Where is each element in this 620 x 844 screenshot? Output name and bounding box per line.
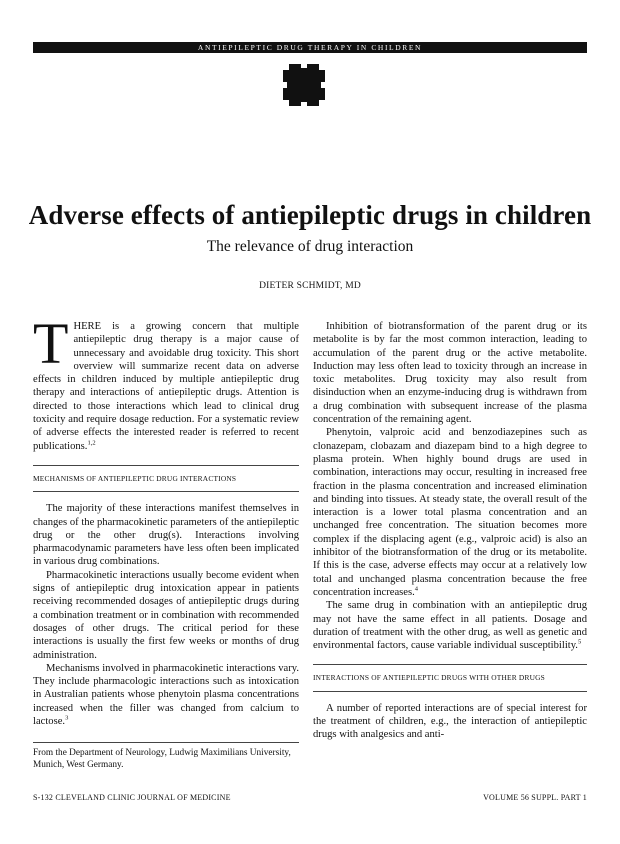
author-byline: DIETER SCHMIDT, MD xyxy=(259,281,361,291)
section-heading-mechanisms: MECHANISMS OF ANTIEPILEPTIC DRUG INTERACTIONS xyxy=(33,465,299,492)
reference: 3 xyxy=(65,714,69,722)
paragraph xyxy=(33,662,299,728)
footer-volume: VOLUME 56 SUPPL. PART 1 xyxy=(483,793,587,802)
intro-reference: 1,2 xyxy=(87,439,96,447)
paragraph xyxy=(313,599,587,652)
left-column xyxy=(33,311,299,771)
intro-text: HERE is a growing concern that multiple antiepileptic drug therapy is a major cause of unnecessary and avoidable drug toxicity. This short overview will summarize recent data on adverse effects in children induced by multiple antiepileptic drug therapy and interactions of antiepileptic drugs. Attention is directed to those interactions which lead to clinical drug toxicity and require dosage reduction. For a systematic review of adverse effects the interested reader is referred to recent publications. xyxy=(33,321,299,452)
article-title: Adverse effects of antiepileptic drugs in children xyxy=(28,200,592,230)
paragraph-text: Phenytoin, valproic acid and benzodiazepines such as clonazepam, clobazam and diazepam bind to a high degree to plasma protein. When highly bound drugs are used in combination, interactions may occur, resulting in increased free fraction in the plasma concentration and increased elimination and binding into tissues. At steady state, the overall result of the interaction is a lower total plasma concentration and an unchanged free concentration. The situation becomes more complex if the displacing agent (e.g., valproic acid) is also an inhibitor of the biotransformation of the drug or its metabolite. If this is the case, adverse effects may occur at a relatively low total and unchanged plasma concentration because the free concentration increases. xyxy=(313,427,587,598)
intro-paragraph xyxy=(33,311,299,453)
section-heading-interactions: INTERACTIONS OF ANTIEPILEPTIC DRUGS WITH OTHER DRUGS xyxy=(313,664,587,691)
journal-logo-icon xyxy=(283,64,325,106)
affiliation-footnote: From the Department of Neurology, Ludwig Maximilians University, Munich, West Germany. xyxy=(33,748,291,771)
article-subtitle: The relevance of drug interaction xyxy=(206,238,414,255)
paragraph: The majority of these interactions manifest themselves in changes of the pharmacokinetic parameters of the antiepileptic drug or the other drug(s). Interactions involving pharmacodynamic parameters have less often been implicated in various drug combinations. xyxy=(33,503,299,568)
drop-cap: T xyxy=(33,311,69,376)
reference: 4 xyxy=(414,585,419,593)
paragraph: Pharmacokinetic interactions usually become evident when signs of antiepileptic drug intoxication appear in patients receiving recommended dosages of antiepileptic drugs during a combination treatment or in combination with recommended dosages of other drugs. The critical period for these interactions is usually the first few weeks or months of drug administration. xyxy=(33,569,299,661)
footnote-divider xyxy=(33,742,299,743)
paragraph xyxy=(313,426,587,599)
paragraph-text: The same drug in combination with an antiepileptic drug may not have the same effect in all patients. Dosage and duration of treatment with the other drug, as well as genetic and environmental factors, cause variable individual susceptibility. xyxy=(313,600,587,652)
paragraph: A number of reported interactions are of special interest for the treatment of children, e.g., the interaction of antiepileptic drugs with analgesics and anti- xyxy=(313,702,587,741)
right-column xyxy=(313,320,587,742)
paragraph: Inhibition of biotransformation of the parent drug or its metabolite is by far the most common interaction, leading to accumulation of the parent drug or the active metabolite. Induction may less often lead to toxicity through an increase in toxic metabolites. Drug toxicity may also result from disinduction when an enzyme-inducing drug is withdrawn from a drug combination with subsequent increase of the plasma concentration of the remaining agent. xyxy=(313,321,587,426)
reference: 5 xyxy=(577,638,582,646)
footer-journal: S-132 CLEVELAND CLINIC JOURNAL OF MEDICINE xyxy=(33,793,231,802)
paragraph-text: Mechanisms involved in pharmacokinetic interactions vary. They include pharmacologic interactions such as intoxication in Australian patients whose phenytoin plasma concentrations increased when the filler was changed from calcium to lactose. xyxy=(33,662,299,728)
running-header: ANTIEPILEPTIC DRUG THERAPY IN CHILDREN xyxy=(33,42,587,53)
